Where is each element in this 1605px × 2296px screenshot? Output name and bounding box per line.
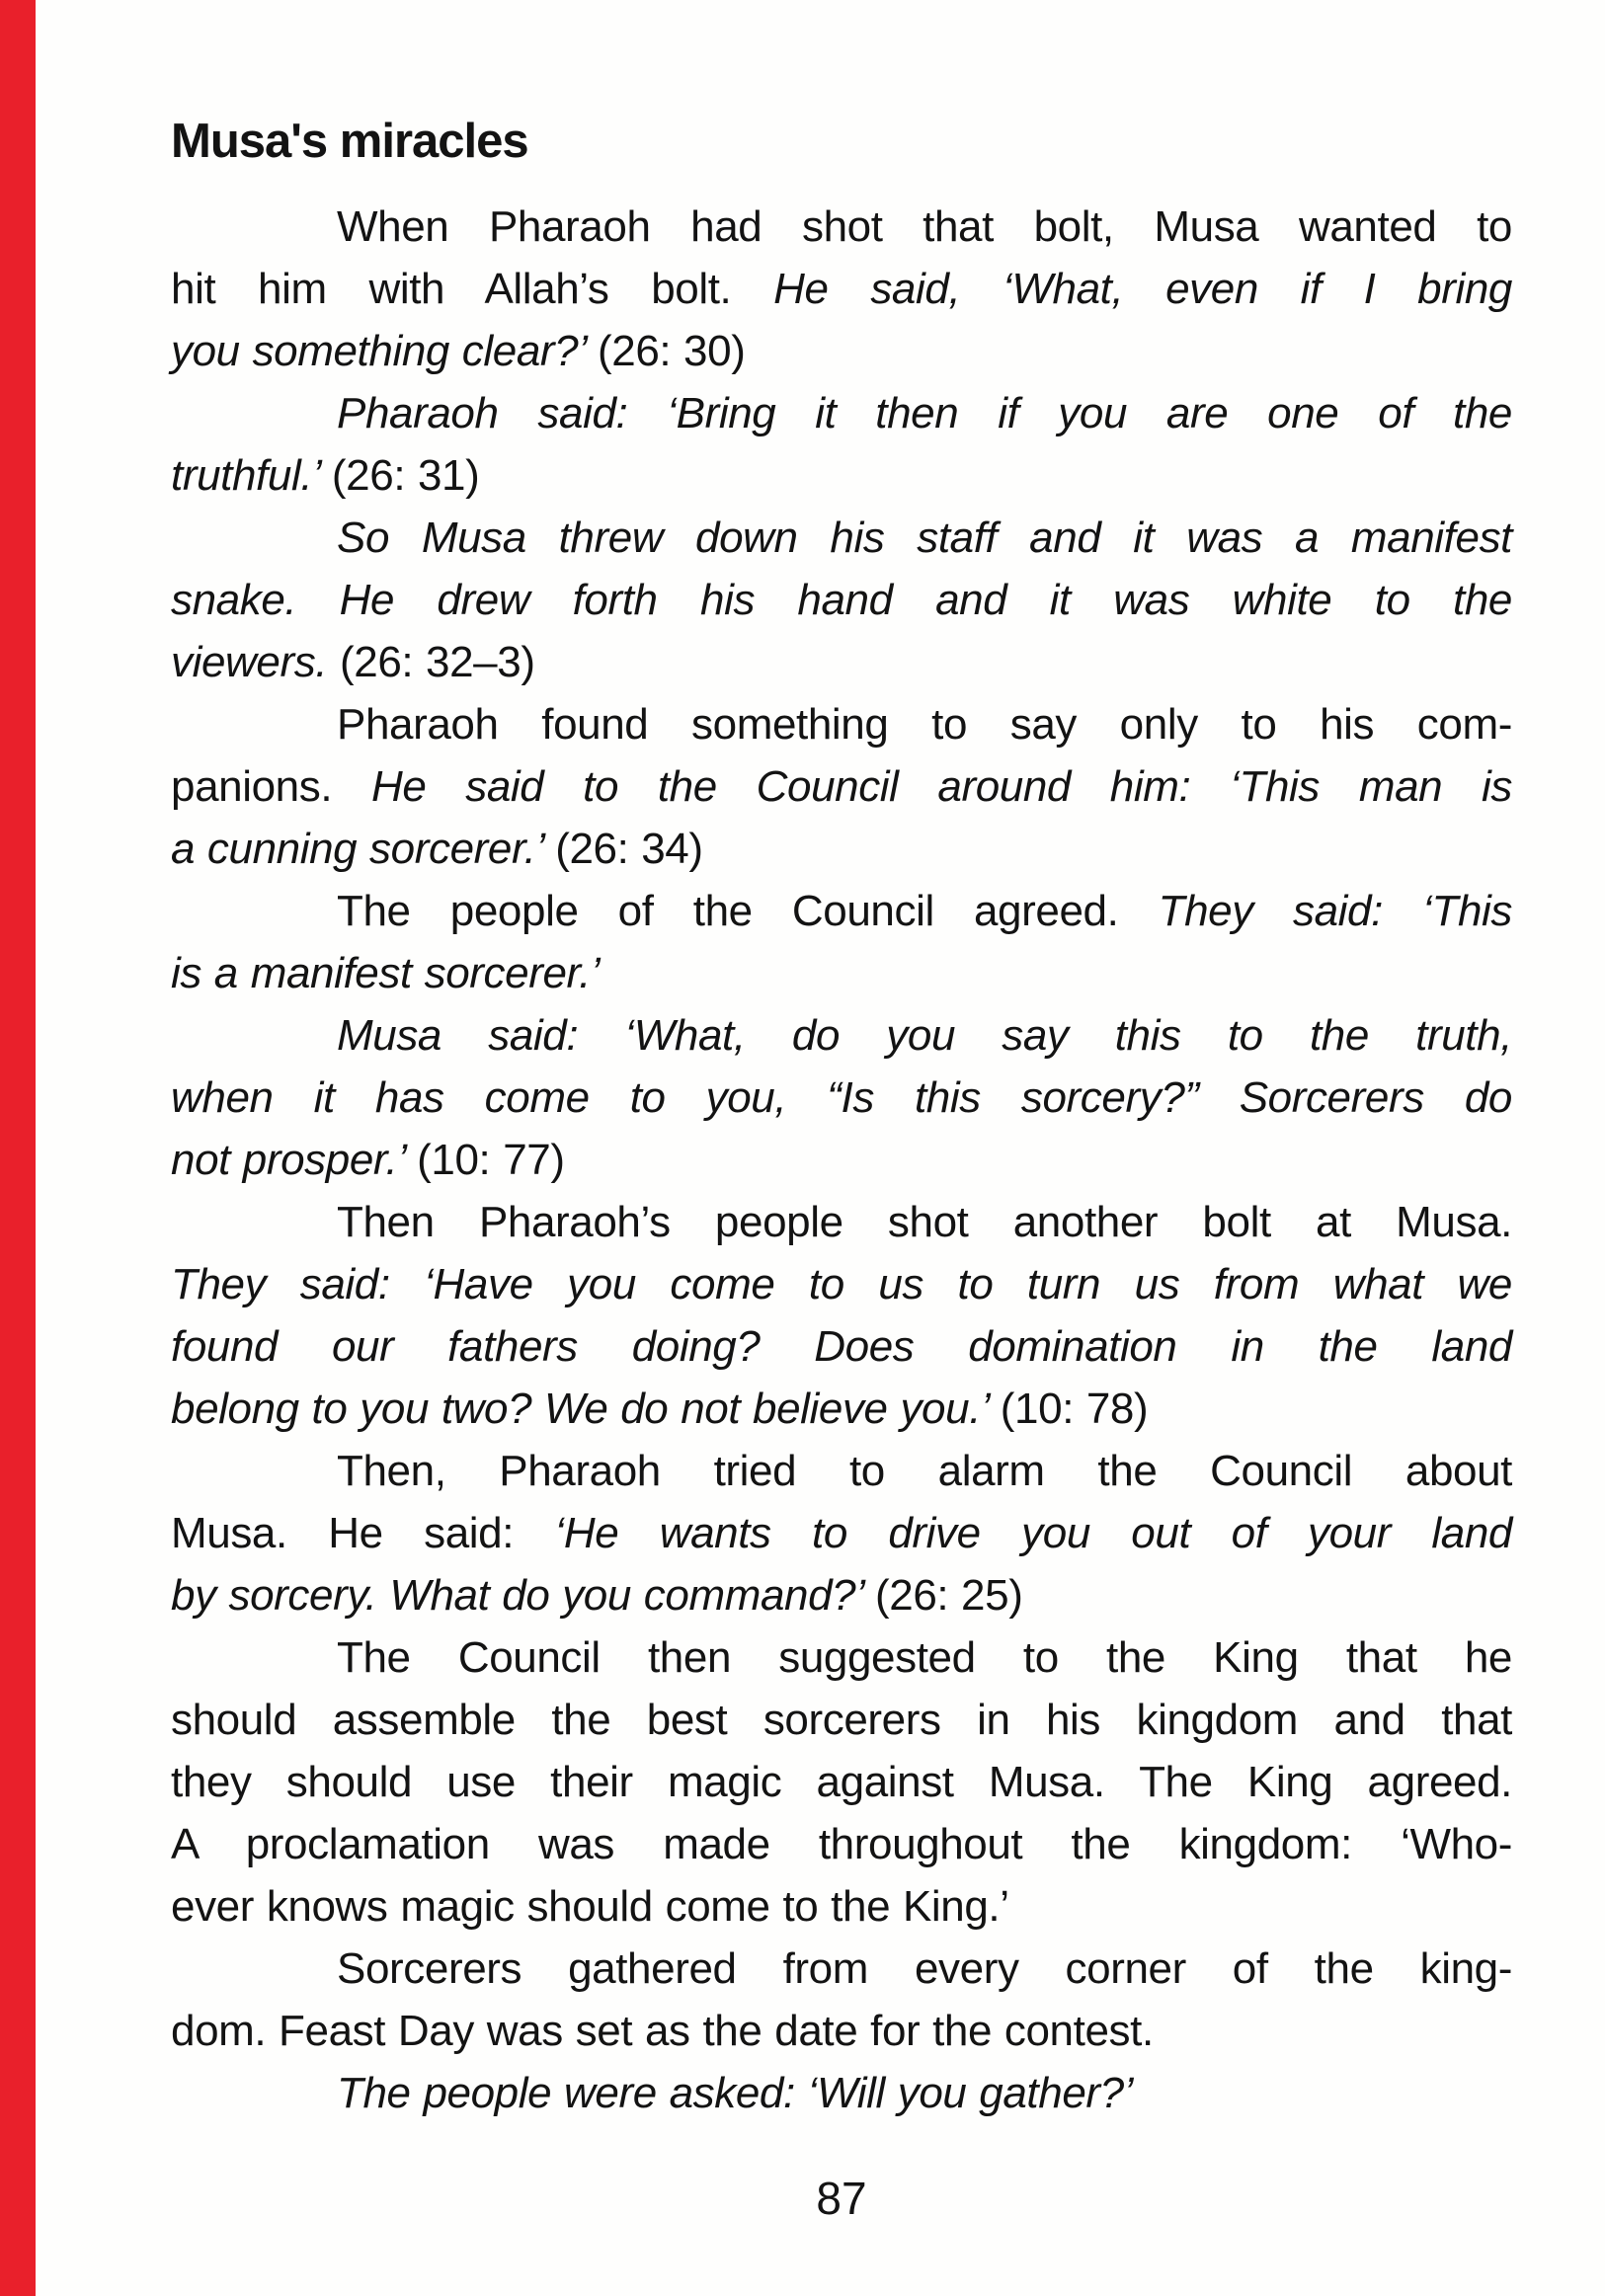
body-text	[171, 196, 1512, 2124]
narrative-text: panions.	[171, 762, 371, 811]
quotation-text: a cunning sorcerer.’	[171, 825, 556, 873]
narrative-text: ever knows magic should come to the King.’	[171, 1882, 1009, 1931]
quotation-text: not prosper.’	[171, 1136, 418, 1184]
text-line	[171, 1440, 1512, 1502]
narrative-text: Musa. He said:	[171, 1509, 555, 1557]
narrative-text: The people of the Council agreed.	[337, 887, 1159, 935]
quotation-text: They said: ‘This	[1158, 887, 1512, 935]
text-line	[171, 1751, 1512, 1813]
quotation-text: He said to the Council around him: ‘This man is	[370, 762, 1512, 811]
quotation-text: Pharaoh said: ‘Bring it then if you are one of the	[337, 389, 1512, 437]
narrative-text: Then Pharaoh’s people shot another bolt at Musa.	[337, 1198, 1512, 1246]
text-line	[171, 1813, 1512, 1875]
narrative-text: (26: 32–3)	[340, 638, 535, 686]
quotation-text: The people were asked: ‘Will you gather?’	[337, 2069, 1134, 2117]
narrative-text: The Council then suggested to the King that he	[337, 1633, 1512, 1682]
narrative-text: (10: 78)	[1000, 1385, 1149, 1433]
quotation-text: found our fathers doing? Does domination in the land	[171, 1322, 1512, 1371]
text-line	[171, 320, 1512, 382]
quotation-text: when it has come to you, “Is this sorcery?” Sorcerers do	[171, 1073, 1512, 1122]
text-line	[171, 942, 1512, 1004]
narrative-text: hit him with Allah’s bolt.	[171, 265, 774, 313]
narrative-text: (10: 77)	[417, 1136, 565, 1184]
text-line	[171, 444, 1512, 507]
text-line	[171, 1875, 1512, 1938]
text-line	[171, 2000, 1512, 2062]
narrative-text: When Pharaoh had shot that bolt, Musa wanted to	[337, 202, 1512, 251]
section-heading: Musa's miracles	[171, 115, 528, 168]
text-line	[171, 818, 1512, 880]
text-line	[171, 258, 1512, 320]
text-line	[171, 1004, 1512, 1067]
text-line	[171, 1129, 1512, 1191]
text-line	[171, 880, 1512, 942]
text-line	[171, 631, 1512, 693]
text-line	[171, 1253, 1512, 1315]
page-number: 87	[816, 2173, 867, 2224]
narrative-text: (26: 30)	[598, 327, 746, 375]
text-line	[171, 755, 1512, 818]
narrative-text: dom. Feast Day was set as the date for the contest.	[171, 2007, 1154, 2055]
narrative-text: Sorcerers gathered from every corner of the king-	[337, 1944, 1512, 1993]
text-line	[171, 507, 1512, 569]
quotation-text: So Musa threw down his staff and it was a manifest	[337, 514, 1512, 562]
text-line	[171, 196, 1512, 258]
narrative-text: Then, Pharaoh tried to alarm the Council about	[337, 1447, 1512, 1495]
narrative-text: (26: 25)	[875, 1571, 1023, 1620]
text-line	[171, 1502, 1512, 1564]
text-line	[171, 2062, 1512, 2124]
text-line	[171, 1626, 1512, 1689]
text-line	[171, 1378, 1512, 1440]
text-line	[171, 1938, 1512, 2000]
narrative-text: (26: 31)	[331, 451, 480, 500]
narrative-text: should assemble the best sorcerers in his kingdom and that	[171, 1696, 1512, 1744]
quotation-text: Musa said: ‘What, do you say this to the truth,	[337, 1011, 1512, 1060]
text-line	[171, 1315, 1512, 1378]
quotation-text: snake. He drew forth his hand and it was white to the	[171, 576, 1512, 624]
quotation-text: you something clear?’	[171, 327, 599, 375]
text-line	[171, 1067, 1512, 1129]
text-line	[171, 1191, 1512, 1253]
text-line	[171, 569, 1512, 631]
text-block	[171, 115, 1512, 2124]
quotation-text: They said: ‘Have you come to us to turn us from what we	[171, 1260, 1512, 1308]
narrative-text: Pharaoh found something to say only to his com-	[337, 700, 1512, 749]
scanned-page-edge-stripe	[0, 0, 36, 2296]
text-line	[171, 382, 1512, 444]
quotation-text: ‘He wants to drive you out of your land	[554, 1509, 1512, 1557]
text-line	[171, 693, 1512, 755]
quotation-text: viewers.	[171, 638, 340, 686]
text-line	[171, 1564, 1512, 1626]
quotation-text: belong to you two? We do not believe you.’	[171, 1385, 1001, 1433]
narrative-text: they should use their magic against Musa. The King agreed.	[171, 1758, 1512, 1806]
quotation-text: by sorcery. What do you command?’	[171, 1571, 876, 1620]
text-line	[171, 1689, 1512, 1751]
quotation-text: He said, ‘What, even if I bring	[773, 265, 1513, 313]
narrative-text: (26: 34)	[555, 825, 703, 873]
quotation-text: is a manifest sorcerer.’	[171, 949, 601, 997]
quotation-text: truthful.’	[171, 451, 332, 500]
narrative-text: A proclamation was made throughout the kingdom: ‘Who-	[171, 1820, 1512, 1868]
